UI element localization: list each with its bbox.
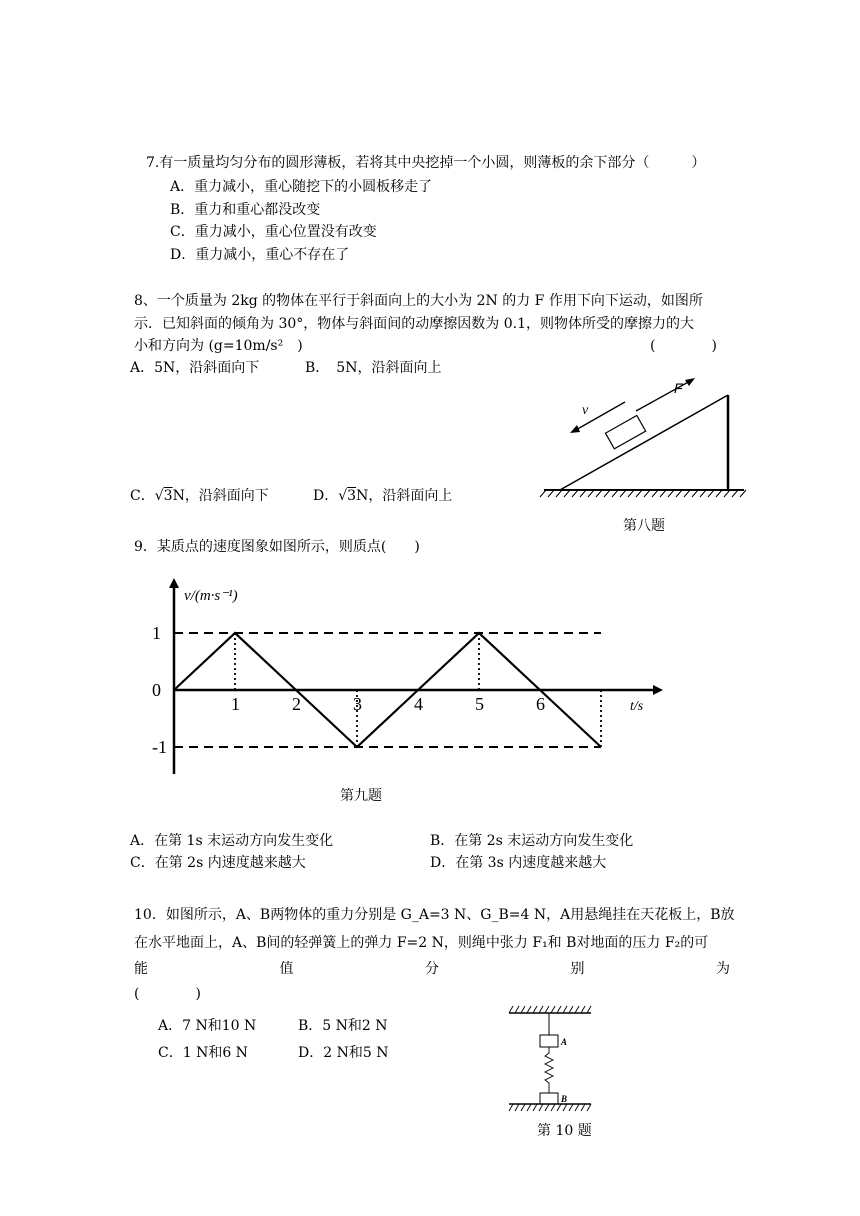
q8-option-d	[313, 485, 452, 505]
q10-option-a: A．7 N和10 N	[158, 1018, 257, 1034]
q10-option-d: D．2 N和5 N	[298, 1045, 389, 1061]
q8-option-c	[130, 485, 269, 505]
block-a	[540, 1035, 558, 1047]
y-tick-label: 1	[152, 623, 161, 643]
q9-option-d: D．在第 3s 内速度越来越大	[430, 855, 607, 871]
q8-option-b: B． 5N，沿斜面向上	[305, 360, 442, 376]
q9-option-c: C．在第 2s 内速度越来越大	[130, 855, 306, 871]
q9-option-b: B．在第 2s 末运动方向发生变化	[430, 833, 634, 849]
q9-velocity-time-graph	[150, 578, 670, 778]
q10-answer-paren: ( )	[134, 986, 201, 1002]
q10-word: 能	[134, 961, 148, 977]
spring	[545, 1047, 553, 1093]
force-label: F	[674, 380, 683, 396]
force-arrow	[636, 380, 692, 411]
q9-figure-caption: 第九题	[340, 788, 382, 804]
q9-stem: 9．某质点的速度图象如图所示，则质点( )	[134, 539, 420, 555]
sqrt-symbol: √	[338, 488, 348, 504]
x-tick-label: 1	[231, 694, 240, 714]
q10-spring-figure	[505, 1005, 595, 1115]
sqrt-arg: 3	[163, 488, 173, 504]
block-a-label: A	[561, 1037, 568, 1047]
q10-option-c: C．1 N和6 N	[158, 1045, 248, 1061]
y-tick-label: 0	[152, 680, 161, 700]
q10-stem-line1: 10．如图所示，A、B两物体的重力分别是 G_A=3 N、G_B=4 N，A用悬绳挂在天花板上，B放	[134, 907, 735, 923]
q8-incline-figure	[540, 378, 750, 498]
y-axis-label: v/(m·s⁻¹)	[184, 588, 238, 604]
q8-option-d-prefix: D．	[313, 488, 339, 504]
q10-stem-line3	[134, 958, 730, 978]
ground-hatch	[540, 490, 746, 497]
y-axis-arrowhead	[169, 578, 179, 588]
x-tick-label: 3	[353, 694, 362, 714]
q10-figure-caption: 第 10 题	[537, 1123, 592, 1139]
q10-word: 值	[279, 961, 294, 977]
q10-word: 为	[716, 961, 730, 977]
q7-option-a: A．重力减小，重心随挖下的小圆板移走了	[170, 179, 433, 195]
q8-stem-line3: 小和方向为 (g=10m/s² )	[134, 338, 303, 354]
q10-option-b: B．5 N和2 N	[298, 1018, 388, 1034]
x-axis-label: t/s	[630, 699, 644, 714]
q10-word: 别	[570, 961, 585, 977]
q8-option-c-prefix: C．	[130, 488, 155, 504]
q7-option-d: D．重力减小，重心不存在了	[170, 247, 350, 263]
block	[605, 415, 645, 448]
x-tick-label: 4	[414, 694, 423, 714]
force-arrowhead	[685, 378, 695, 386]
q7-option-c: C．重力减小，重心位置没有改变	[170, 224, 377, 240]
velocity-arrowhead	[570, 425, 580, 433]
block-b-label: B	[561, 1094, 568, 1104]
x-axis-arrowhead	[653, 685, 663, 695]
floor-hatch	[509, 1104, 591, 1111]
q8-stem-line1: 8、一个质量为 2kg 的物体在平行于斜面向上的大小为 2N 的力 F 作用下向下运动，如图所	[134, 293, 703, 309]
velocity-label: v	[582, 403, 589, 418]
x-tick-label: 6	[536, 694, 545, 714]
sqrt-symbol: √	[154, 488, 164, 504]
q7-option-b: B．重力和重心都没改变	[170, 202, 321, 218]
x-tick-label: 5	[475, 694, 484, 714]
y-tick-label: -1	[152, 737, 167, 757]
q8-option-d-rest: N，沿斜面向上	[356, 488, 453, 504]
sqrt-arg: 3	[347, 488, 357, 504]
ceiling-hatch	[509, 1006, 591, 1013]
q8-figure-caption: 第八题	[623, 518, 665, 534]
q8-answer-paren: ( )	[650, 338, 717, 354]
q10-word: 分	[425, 961, 439, 977]
x-tick-label: 2	[292, 694, 301, 714]
q8-option-c-rest: N，沿斜面向下	[172, 488, 269, 504]
q9-option-a: A．在第 1s 末运动方向发生变化	[130, 833, 334, 849]
q10-stem-line2: 在水平地面上，A、B间的轻弹簧上的弹力 F=2 N，则绳中张力 F₁和 B对地面的压力 F₂的可	[134, 935, 709, 951]
block-b	[540, 1093, 558, 1104]
q8-stem-line2: 示．已知斜面的倾角为 30°，物体与斜面间的动摩擦因数为 0.1，则物体所受的摩擦力的大	[134, 316, 694, 332]
q7-stem: 7.有一质量均匀分布的圆形薄板，若将其中央挖掉一个小圆，则薄板的余下部分（ ）	[146, 155, 706, 171]
q8-option-a: A．5N，沿斜面向下	[130, 360, 260, 376]
